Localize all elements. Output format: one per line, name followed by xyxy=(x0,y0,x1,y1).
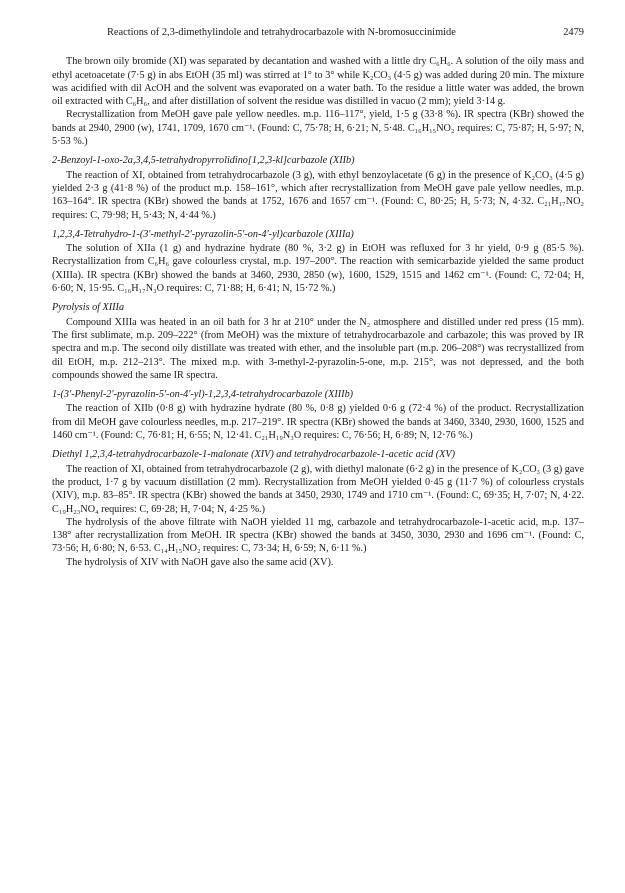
paragraph-xiv: The reaction of XI, obtained from tetrahydrocarbazole (2 g), with diethyl malonate (6·2 g) in the presence of K₂CO₃ (3 g) gave the product, 1·7 g by vacuum distillation (2 mm). Recrystallization from MeOH yielded 0·45 g (11·7 %) of colourless crystals (XIV), m.p. 83–85°. IR spectra (KBr) showed the bands at 3450, 2930, 1749 and 1710 cm⁻¹. (Found: C, 69·35; H, 7·07; N, 4·22. C₁₉H₂₃NO₄ requires: C, 69·28; H, 7·04; N, 4·25 %.) xyxy=(52,463,584,515)
page-number: 2479 xyxy=(563,27,584,38)
paragraph-xiiia: The solution of XIIa (1 g) and hydrazine hydrate (80 %, 3·2 g) in EtOH was refluxed for 3 hr yield, 0·9 g (85·5 %). Recrystallization from C₆H₆ gave colourless crystal, m.p. 197–200°. The reaction with semicarbazide yielded the same product (XIIIa). IR spectra (KBr) showed the bands at 3460, 2930, 2850 (w), 1600, 1529, 1515 and 1462 cm⁻¹. (Found: C, 72·04; H, 6·60; N, 15·95. C₁₆H₁₇N₃O requires: C, 71·88; H, 6·41; N, 15·72 %.) xyxy=(52,243,584,295)
heading-xiiia: 1,2,3,4-Tetrahydro-1-(3′-methyl-2′-pyrazolin-5′-on-4′-yl)carbazole (XIIIa) xyxy=(52,228,354,240)
paragraph-pyrolysis: Compound XIIIa was heated in an oil bath for 3 hr at 210° under the N₂ atmosphere and distilled under red press (15 mm). The first sublimate, m.p. 209–222° (from MeOH) was the mixture of tetrahydrocarbazole and carbazole; this was proved by IR spectra and m.p. The second oily distillate was treated with ether, and the insoluble part (m.p. 206–208°) was recrystallized from dil EtOH, m.p. 212–213°. The mixed m.p. with 3-methyl-2-pyrazolin-5-one, m.p. 215°, was not depressed, and the both compounds showed the same IR spectra. xyxy=(52,316,584,381)
page xyxy=(52,26,584,569)
heading-xiv-xv: Diethyl 1,2,3,4-tetrahydrocarbazole-1-malonate (XIV) and tetrahydrocarbazole-1-acetic acid (XV) xyxy=(52,449,455,461)
running-title: Reactions of 2,3-dimethylindole and tetrahydrocarbazole with N-bromosuccinimide xyxy=(107,27,456,38)
paragraph-hydrolysis-xiv: The hydrolysis of XIV with NaOH gave also the same acid (XV). xyxy=(66,556,334,568)
heading-xiib: 2-Benzoyl-1-oxo-2a,3,4,5-tetrahydropyrrolidino[1,2,3-kl]carbazole (XIIb) xyxy=(52,155,355,167)
heading-pyrolysis: Pyrolysis of XIIIa xyxy=(52,302,125,314)
paragraph-recrystallization: Recrystallization from MeOH gave pale yellow needles. m.p. 116–117°, yield, 1·5 g (33·8 %). IR spectra (KBr) showed the bands at 2940, 2900 (w), 1741, 1709, 1670 cm⁻¹. (Found: C, 75·78; H, 6·21; N, 5·48. C₁₆H₁₅NO₂ requires: C, 75·87; H, 5·97; N, 5·53 %.) xyxy=(52,109,584,148)
paragraph-bromide: The brown oily bromide (XI) was separated by decantation and washed with a little dry C₆H₆. A solution of the oily mass and ethyl acetoacetate (7·5 g) in abs EtOH (35 ml) was stirred at 1° to 3° while K₂CO₃ (4·5 g) was added during 20 min. The mixture was acidified with dil AcOH and the solvent was evaporated on a water bath. To the residue a little water was added, the brown oil extracted with C₆H₆, and after distillation of solvent the residue was distilled in vacuo (2 mm); yield 3·14 g. xyxy=(52,56,584,108)
paragraph-hydrolysis-filtrate: The hydrolysis of the above filtrate with NaOH yielded 11 mg, carbazole and tetrahydrocarbazole-1-acetic acid, m.p. 137–138° after recrystallization from MeOH. IR spectra (KBr) showed the bands at 3450, 3030, 2930 and 1696 cm⁻¹. (Found: C, 73·56; H, 6·80; N, 6·53. C₁₄H₁₅NO₂ requires: C, 73·34; H, 6·59; N, 6·11 %.) xyxy=(52,516,584,555)
running-header xyxy=(52,26,584,39)
heading-xiiib: 1-(3′-Phenyl-2′-pyrazolin-5′-on-4′-yl)-1,2,3,4-tetrahydrocarbazole (XIIIb) xyxy=(52,389,354,401)
paragraph-xiib: The reaction of XI, obtained from tetrahydrocarbazole (3 g), with ethyl benzoylacetate (6 g) in the presence of K₂CO₃ (4·5 g) yielded 2·3 g (41·8 %) of the product m.p. 158–161°, which after recrystallization from MeOH gave pale yellow needles, m.p. 163–164°. IR spectra (KBr) showed the bands at 1752, 1676 and 1657 cm⁻¹. (Found: C, 80·25; H, 5·73; N, 4·32. C₂₁H₁₇NO₂ requires: C, 79·98; H, 5·43; N, 4·44 %.) xyxy=(52,169,584,221)
paragraph-xiiib: The reaction of XIIb (0·8 g) with hydrazine hydrate (80 %, 0·8 g) yielded 0·6 g (72·4 %) of the product. Recrystallization from dil MeOH gave colourless needles, m.p. 217–219°. IR spectra (KBr) showed the bands at 3460, 3340, 2930, 1600, 1525 and 1460 cm⁻¹. (Found: C, 76·81; H, 6·55; N, 12·41. C₂₁H₁₉N₃O requires: C, 76·56; H, 6·89; N, 12·76 %.) xyxy=(52,403,584,442)
